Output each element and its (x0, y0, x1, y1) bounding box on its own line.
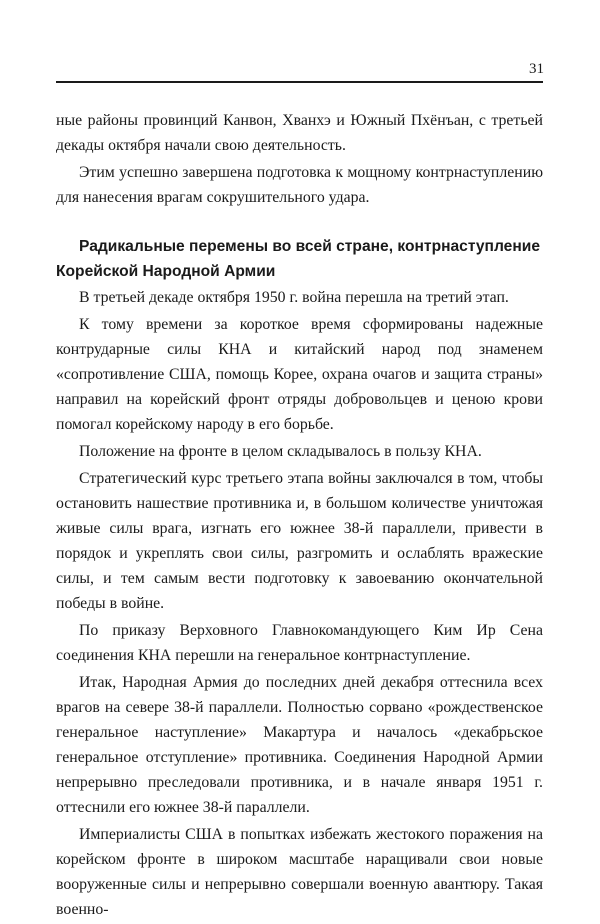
paragraph-continuation: ные районы провинций Канвон, Хванхэ и Южный Пхёнъан, с третьей декады октября начали свою деятельность. (56, 112, 543, 154)
paragraph: Итак, Народная Армия до последних дней декабря оттеснила всех врагов на севере 38-й параллели. Полностью сорвано «рождественское генеральное наступление» Макартура и началось «декабрьское генеральное отступление» противника. Соединения Народной Армии непрерывно преследовали противника, и в начале января 1951 г. оттеснили его южнее 38-й параллели. (56, 674, 543, 816)
paragraph: Стратегический курс третьего этапа войны заключался в том, чтобы остановить нашествие противника и, в большом количестве уничтожая живые силы врага, изгнать его южнее 38-й параллели, привести в порядок и укреплять свои силы, разгромить и ослаблять вражеские силы, и тем самым вести подготовку к завоеванию окончательной победы в войне. (56, 470, 543, 612)
paragraph: По приказу Верховного Главнокомандующего Ким Ир Сена соединения КНА перешли на генеральное контрнаступление. (56, 622, 543, 664)
page-number: 31 (529, 61, 544, 77)
paragraph: Этим успешно завершена подготовка к мощному контрнаступлению для нанесения врагам сокрушительного удара. (56, 164, 543, 206)
paragraph: Империалисты США в попытках избежать жестокого поражения на корейском фронте в широком масштабе наращивали свои новые вооруженные силы и непрерывно совершали военную авантюру. Такая военно- (56, 826, 543, 918)
header-rule (56, 81, 543, 83)
section-heading: Радикальные перемены во всей стране, контрнаступление Корейской Народной Армии (56, 238, 541, 280)
paragraph: Положение на фронте в целом складывалось в пользу КНА. (79, 443, 482, 460)
paragraph: В третьей декаде октября 1950 г. война перешла на третий этап. (79, 289, 509, 306)
paragraph: К тому времени за короткое время сформированы надежные контрударные силы КНА и китайский народ под знаменем «сопротивление США, помощь Корее, охрана очагов и защита страны» направил на корейский фронт отряды добровольцев и ценою крови помогал корейскому народу в его борьбе. (56, 316, 543, 433)
body-text (56, 108, 543, 924)
